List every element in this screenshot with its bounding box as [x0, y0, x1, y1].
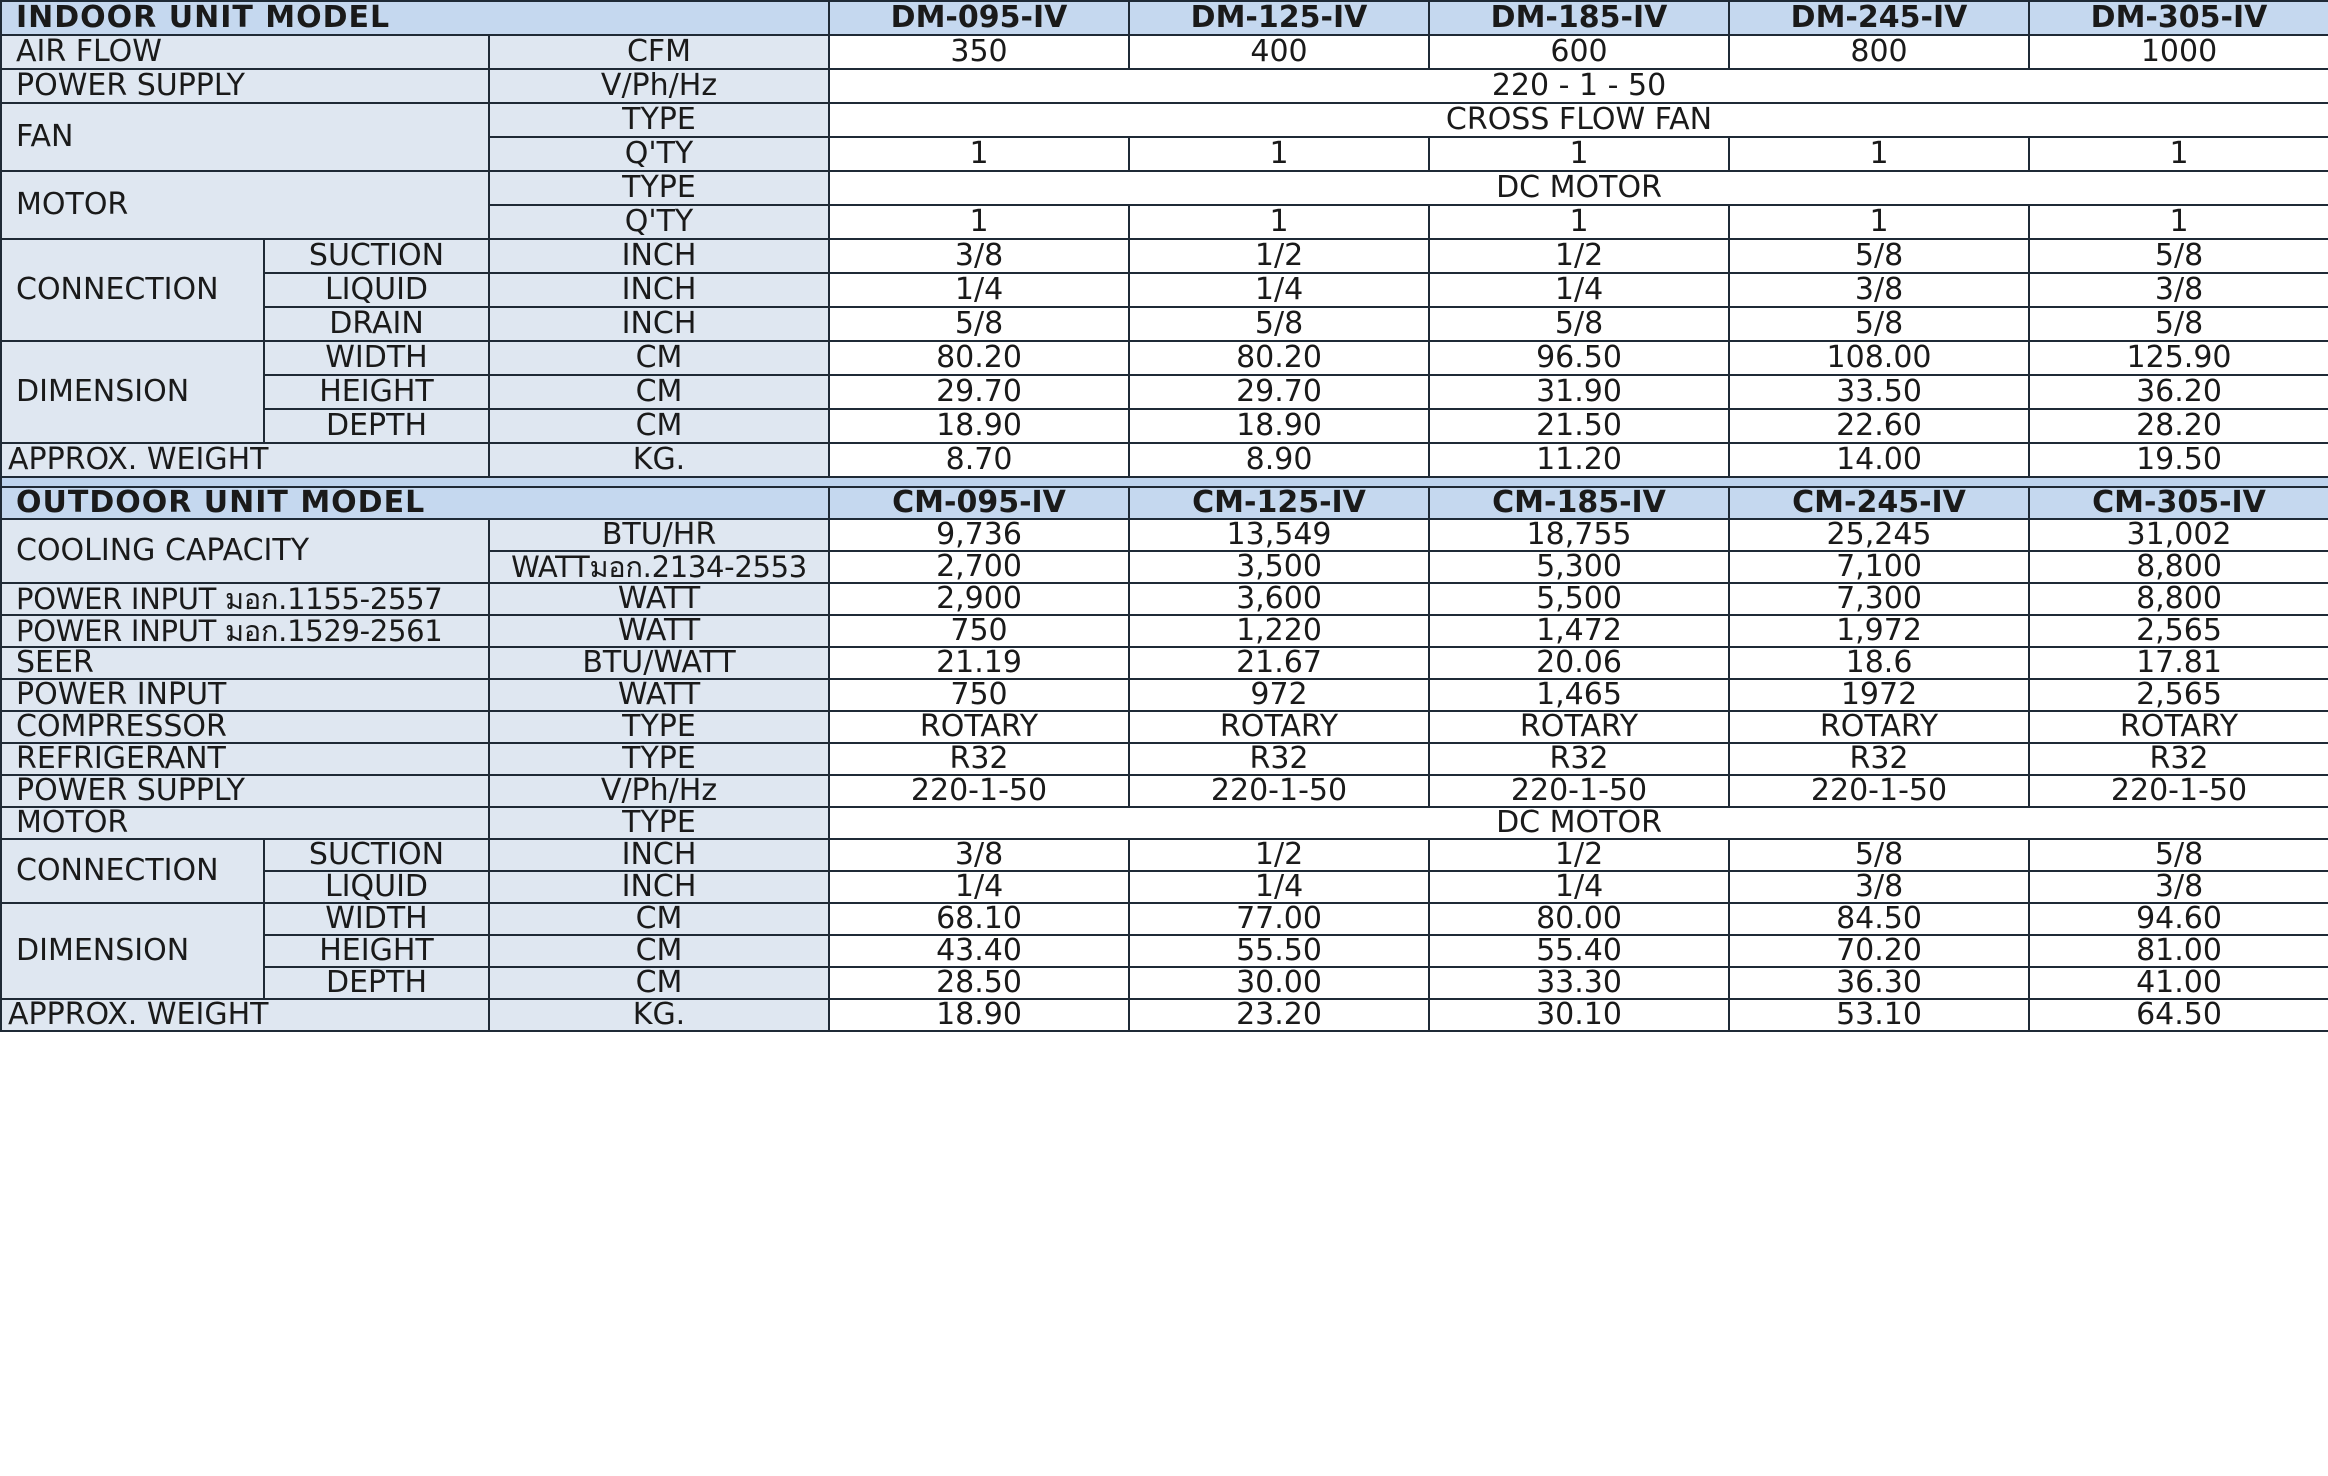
cell-value: 22.60 — [1729, 409, 2029, 443]
row-unit: INCH — [489, 839, 829, 871]
cell-value: ROTARY — [1429, 711, 1729, 743]
cell-value: 125.90 — [2029, 341, 2328, 375]
outdoor-connection-suction-row — [1, 839, 2328, 871]
indoor-connection-liquid-row — [1, 273, 2328, 307]
indoor-header-row — [1, 1, 2328, 35]
row-label: COOLING CAPACITY — [1, 519, 489, 583]
cell-value: 21.67 — [1129, 647, 1429, 679]
cell-value: 53.10 — [1729, 999, 2029, 1031]
row-unit: INCH — [489, 239, 829, 273]
cell-value: ROTARY — [829, 711, 1129, 743]
cell-value: 3/8 — [2029, 273, 2328, 307]
indoor-model: DM-245-IV — [1729, 1, 2029, 35]
cell-value: 3/8 — [829, 239, 1129, 273]
row-label: AIR FLOW — [1, 35, 489, 69]
cell-value: 350 — [829, 35, 1129, 69]
section-divider — [1, 477, 2328, 487]
cell-value: 800 — [1729, 35, 2029, 69]
cell-value: 750 — [829, 679, 1129, 711]
outdoor-seer-row — [1, 647, 2328, 679]
cell-value: 36.30 — [1729, 967, 2029, 999]
cell-value: 220-1-50 — [2029, 775, 2328, 807]
cell-value: 5/8 — [1429, 307, 1729, 341]
outdoor-model: CM-245-IV — [1729, 487, 2029, 519]
cell-value: 220-1-50 — [829, 775, 1129, 807]
indoor-model: DM-095-IV — [829, 1, 1129, 35]
cell-value: 94.60 — [2029, 903, 2328, 935]
cell-value: 400 — [1129, 35, 1429, 69]
cell-value: 18.6 — [1729, 647, 2029, 679]
cell-value: 1000 — [2029, 35, 2328, 69]
group-label: DIMENSION — [1, 903, 264, 999]
sub-label: DRAIN — [264, 307, 489, 341]
outdoor-dimension-width-row — [1, 903, 2328, 935]
cell-value: 31,002 — [2029, 519, 2328, 551]
cell-value: 220-1-50 — [1129, 775, 1429, 807]
row-unit: INCH — [489, 307, 829, 341]
cell-value: 1 — [1729, 137, 2029, 171]
cell-value: 1,972 — [1729, 615, 2029, 647]
row-label: POWER INPUT มอก.1155-2557 — [1, 583, 489, 615]
row-label: MOTOR — [1, 171, 489, 239]
cell-value: 14.00 — [1729, 443, 2029, 477]
cell-value: 1 — [1129, 205, 1429, 239]
row-unit: KG. — [489, 443, 829, 477]
row-unit: CM — [489, 375, 829, 409]
cell-value: 1/4 — [829, 273, 1129, 307]
sub-label: LIQUID — [264, 273, 489, 307]
row-unit: WATTมอก.2134-2553 — [489, 551, 829, 583]
cell-value: 1/2 — [1129, 239, 1429, 273]
row-unit: CM — [489, 903, 829, 935]
cell-value: 600 — [1429, 35, 1729, 69]
cell-value: 1 — [1429, 205, 1729, 239]
merged-value: CROSS FLOW FAN — [829, 103, 2328, 137]
sub-label: DEPTH — [264, 967, 489, 999]
cell-value: 70.20 — [1729, 935, 2029, 967]
row-label: POWER INPUT มอก.1529-2561 — [1, 615, 489, 647]
cell-value: 8.90 — [1129, 443, 1429, 477]
outdoor-model: CM-125-IV — [1129, 487, 1429, 519]
cell-value: 5/8 — [1729, 239, 2029, 273]
outdoor-model: CM-095-IV — [829, 487, 1129, 519]
row-label: APPROX. WEIGHT — [1, 999, 489, 1031]
cell-value: 81.00 — [2029, 935, 2328, 967]
outdoor-title: OUTDOOR UNIT MODEL — [1, 487, 829, 519]
merged-value: DC MOTOR — [829, 807, 2328, 839]
cell-value: ROTARY — [1129, 711, 1429, 743]
row-unit: WATT — [489, 615, 829, 647]
cell-value: 8,800 — [2029, 583, 2328, 615]
cell-value: 33.50 — [1729, 375, 2029, 409]
sub-label: WIDTH — [264, 341, 489, 375]
merged-value: 220 - 1 - 50 — [829, 69, 2328, 103]
indoor-power-supply-row — [1, 69, 2328, 103]
cell-value: 80.20 — [1129, 341, 1429, 375]
cell-value: 3/8 — [2029, 871, 2328, 903]
outdoor-cooling-btu-row — [1, 519, 2328, 551]
cell-value: 8.70 — [829, 443, 1129, 477]
row-unit: CM — [489, 409, 829, 443]
row-label: MOTOR — [1, 807, 489, 839]
cell-value: 1,472 — [1429, 615, 1729, 647]
cell-value: 108.00 — [1729, 341, 2029, 375]
cell-value: 1/4 — [829, 871, 1129, 903]
cell-value: 3/8 — [1729, 273, 2029, 307]
row-unit: WATT — [489, 679, 829, 711]
row-label: FAN — [1, 103, 489, 171]
cell-value: 2,700 — [829, 551, 1129, 583]
indoor-dimension-width-row — [1, 341, 2328, 375]
cell-value: 5/8 — [1129, 307, 1429, 341]
indoor-weight-row — [1, 443, 2328, 477]
cell-value: 20.06 — [1429, 647, 1729, 679]
outdoor-refrigerant-row — [1, 743, 2328, 775]
group-label: DIMENSION — [1, 341, 264, 443]
indoor-dimension-depth-row — [1, 409, 2328, 443]
sub-label: WIDTH — [264, 903, 489, 935]
divider-line — [1, 477, 2328, 487]
row-unit: INCH — [489, 273, 829, 307]
row-label: SEER — [1, 647, 489, 679]
cell-value: 1 — [1129, 137, 1429, 171]
cell-value: 64.50 — [2029, 999, 2328, 1031]
row-unit: CM — [489, 935, 829, 967]
cell-value: 220-1-50 — [1729, 775, 2029, 807]
cell-value: 18.90 — [829, 409, 1129, 443]
cell-value: 18.90 — [829, 999, 1129, 1031]
cell-value: 7,300 — [1729, 583, 2029, 615]
cell-value: 55.40 — [1429, 935, 1729, 967]
row-unit: TYPE — [489, 711, 829, 743]
cell-value: 43.40 — [829, 935, 1129, 967]
row-unit: KG. — [489, 999, 829, 1031]
outdoor-header-row — [1, 487, 2328, 519]
cell-value: 29.70 — [1129, 375, 1429, 409]
cell-value: 23.20 — [1129, 999, 1429, 1031]
row-label: APPROX. WEIGHT — [1, 443, 489, 477]
row-unit: BTU/WATT — [489, 647, 829, 679]
outdoor-power-input-row — [1, 679, 2328, 711]
cell-value: 18,755 — [1429, 519, 1729, 551]
cell-value: 5,300 — [1429, 551, 1729, 583]
cell-value: 1/4 — [1429, 273, 1729, 307]
cell-value: 80.20 — [829, 341, 1129, 375]
cell-value: 55.50 — [1129, 935, 1429, 967]
cell-value: 11.20 — [1429, 443, 1729, 477]
group-label: CONNECTION — [1, 839, 264, 903]
row-unit: CFM — [489, 35, 829, 69]
row-unit: CM — [489, 341, 829, 375]
row-label: REFRIGERANT — [1, 743, 489, 775]
cell-value: 1/4 — [1129, 273, 1429, 307]
cell-value: 2,900 — [829, 583, 1129, 615]
cell-value: 80.00 — [1429, 903, 1729, 935]
cell-value: 29.70 — [829, 375, 1129, 409]
cell-value: R32 — [1429, 743, 1729, 775]
cell-value: 28.50 — [829, 967, 1129, 999]
cell-value: 18.90 — [1129, 409, 1429, 443]
row-unit: TYPE — [489, 171, 829, 205]
cell-value: 31.90 — [1429, 375, 1729, 409]
cell-value: 9,736 — [829, 519, 1129, 551]
outdoor-motor-row — [1, 807, 2328, 839]
cell-value: 972 — [1129, 679, 1429, 711]
indoor-fan-type-row — [1, 103, 2328, 137]
indoor-motor-type-row — [1, 171, 2328, 205]
indoor-air-flow-row — [1, 35, 2328, 69]
outdoor-connection-liquid-row — [1, 871, 2328, 903]
cell-value: 5/8 — [2029, 307, 2328, 341]
sub-label: SUCTION — [264, 839, 489, 871]
cell-value: 3/8 — [829, 839, 1129, 871]
cell-value: 1/2 — [1429, 239, 1729, 273]
row-unit: Q'TY — [489, 205, 829, 239]
cell-value: 1 — [2029, 205, 2328, 239]
cell-value: 3/8 — [1729, 871, 2029, 903]
cell-value: 5/8 — [1729, 307, 2029, 341]
sub-label: SUCTION — [264, 239, 489, 273]
indoor-connection-suction-row — [1, 239, 2328, 273]
indoor-model: DM-185-IV — [1429, 1, 1729, 35]
cell-value: 220-1-50 — [1429, 775, 1729, 807]
cell-value: ROTARY — [2029, 711, 2328, 743]
row-unit: BTU/HR — [489, 519, 829, 551]
cell-value: 17.81 — [2029, 647, 2328, 679]
indoor-model: DM-305-IV — [2029, 1, 2328, 35]
sub-label: HEIGHT — [264, 375, 489, 409]
row-unit: INCH — [489, 871, 829, 903]
cell-value: 1/4 — [1129, 871, 1429, 903]
cell-value: R32 — [1129, 743, 1429, 775]
cell-value: 30.10 — [1429, 999, 1729, 1031]
cell-value: 1 — [1729, 205, 2029, 239]
row-unit: CM — [489, 967, 829, 999]
cell-value: 30.00 — [1129, 967, 1429, 999]
row-unit: V/Ph/Hz — [489, 69, 829, 103]
cell-value: 28.20 — [2029, 409, 2328, 443]
cell-value: 13,549 — [1129, 519, 1429, 551]
cell-value: 3,600 — [1129, 583, 1429, 615]
cell-value: 84.50 — [1729, 903, 2029, 935]
outdoor-weight-row — [1, 999, 2328, 1031]
row-unit: Q'TY — [489, 137, 829, 171]
cell-value: 2,565 — [2029, 679, 2328, 711]
cell-value: ROTARY — [1729, 711, 2029, 743]
cell-value: 5/8 — [829, 307, 1129, 341]
outdoor-model: CM-185-IV — [1429, 487, 1729, 519]
row-unit: TYPE — [489, 807, 829, 839]
row-unit: TYPE — [489, 103, 829, 137]
merged-value: DC MOTOR — [829, 171, 2328, 205]
cell-value: 5/8 — [1729, 839, 2029, 871]
row-unit: WATT — [489, 583, 829, 615]
cell-value: R32 — [1729, 743, 2029, 775]
cell-value: 1/2 — [1429, 839, 1729, 871]
cell-value: 1 — [2029, 137, 2328, 171]
cell-value: 68.10 — [829, 903, 1129, 935]
indoor-connection-drain-row — [1, 307, 2328, 341]
cell-value: 19.50 — [2029, 443, 2328, 477]
outdoor-dimension-depth-row — [1, 967, 2328, 999]
cell-value: 1972 — [1729, 679, 2029, 711]
cell-value: 36.20 — [2029, 375, 2328, 409]
cell-value: 2,565 — [2029, 615, 2328, 647]
indoor-title: INDOOR UNIT MODEL — [1, 1, 829, 35]
cell-value: 1,220 — [1129, 615, 1429, 647]
cell-value: 96.50 — [1429, 341, 1729, 375]
group-label: CONNECTION — [1, 239, 264, 341]
outdoor-compressor-row — [1, 711, 2328, 743]
cell-value: 5/8 — [2029, 239, 2328, 273]
sub-label: DEPTH — [264, 409, 489, 443]
cell-value: 5/8 — [2029, 839, 2328, 871]
cell-value: 25,245 — [1729, 519, 2029, 551]
row-unit: V/Ph/Hz — [489, 775, 829, 807]
cell-value: 3,500 — [1129, 551, 1429, 583]
outdoor-power-input-1155-row — [1, 583, 2328, 615]
indoor-dimension-height-row — [1, 375, 2328, 409]
cell-value: 1 — [1429, 137, 1729, 171]
outdoor-power-supply-row — [1, 775, 2328, 807]
cell-value: 1 — [829, 205, 1129, 239]
sub-label: HEIGHT — [264, 935, 489, 967]
sub-label: LIQUID — [264, 871, 489, 903]
cell-value: R32 — [2029, 743, 2328, 775]
cell-value: 1,465 — [1429, 679, 1729, 711]
row-label: COMPRESSOR — [1, 711, 489, 743]
row-label: POWER SUPPLY — [1, 69, 489, 103]
cell-value: 5,500 — [1429, 583, 1729, 615]
indoor-model: DM-125-IV — [1129, 1, 1429, 35]
row-unit: TYPE — [489, 743, 829, 775]
cell-value: 1 — [829, 137, 1129, 171]
cell-value: 1/4 — [1429, 871, 1729, 903]
row-label: POWER SUPPLY — [1, 775, 489, 807]
cell-value: 21.19 — [829, 647, 1129, 679]
cell-value: 77.00 — [1129, 903, 1429, 935]
outdoor-dimension-height-row — [1, 935, 2328, 967]
cell-value: 7,100 — [1729, 551, 2029, 583]
outdoor-model: CM-305-IV — [2029, 487, 2328, 519]
cell-value: 21.50 — [1429, 409, 1729, 443]
cell-value: 8,800 — [2029, 551, 2328, 583]
cell-value: 750 — [829, 615, 1129, 647]
cell-value: R32 — [829, 743, 1129, 775]
row-label: POWER INPUT — [1, 679, 489, 711]
cell-value: 41.00 — [2029, 967, 2328, 999]
cell-value: 33.30 — [1429, 967, 1729, 999]
outdoor-power-input-1529-row — [1, 615, 2328, 647]
cell-value: 1/2 — [1129, 839, 1429, 871]
